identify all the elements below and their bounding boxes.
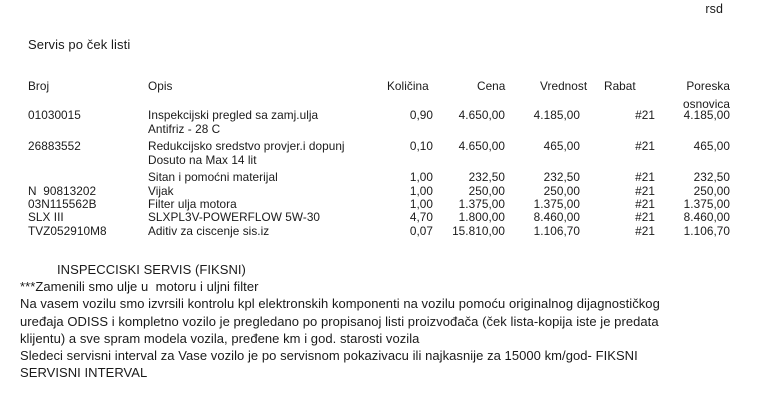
cell-opis: Redukcijsko sredstvo provjer.i dopunj bbox=[148, 139, 345, 153]
cell-cena: 15.810,00 bbox=[452, 224, 505, 238]
cell-poreska-osnovica: 1.106,70 bbox=[683, 224, 730, 238]
column-header-opis: Opis bbox=[148, 79, 173, 93]
cell-poreska-osnovica: 465,00 bbox=[693, 139, 730, 153]
notes-line: ***Zamenili smo ulje u motoru i uljni filter bbox=[20, 279, 259, 295]
cell-rabat: #21 bbox=[635, 210, 655, 224]
cell-broj: 01030015 bbox=[28, 108, 81, 122]
cell-vrednost: 1.106,70 bbox=[533, 224, 580, 238]
cell-kolicina: 1,00 bbox=[409, 197, 433, 211]
column-header-kolicina: Količina bbox=[387, 79, 429, 93]
cell-broj: SLX III bbox=[28, 210, 64, 224]
column-header-cena: Cena bbox=[477, 79, 506, 93]
cell-opis: Aditiv za ciscenje sis.iz bbox=[148, 224, 270, 238]
section-title: Servis po ček listi bbox=[28, 37, 131, 52]
cell-broj: 26883552 bbox=[28, 139, 81, 153]
cell-kolicina: 0,10 bbox=[409, 139, 433, 153]
cell-poreska-osnovica: 1.375,00 bbox=[683, 197, 730, 211]
cell-kolicina: 0,07 bbox=[409, 224, 433, 238]
notes-lines-host bbox=[20, 278, 750, 381]
cell-opis: Dosuto na Max 14 lit bbox=[148, 153, 257, 167]
cell-opis: SLXPL3V-POWERFLOW 5W-30 bbox=[148, 210, 321, 224]
cell-vrednost: 8.460,00 bbox=[533, 210, 580, 224]
cell-broj: 03N115562B bbox=[28, 197, 97, 211]
notes-line: SERVISNI INTERVAL bbox=[20, 365, 148, 381]
notes-line: Na vasem vozilu smo izvrsili kontrolu kpl elektronskih komponenti na vozilu pomoću originalnog dijagnostičkog bbox=[20, 296, 660, 312]
cell-opis: Vijak bbox=[148, 184, 174, 198]
cell-poreska-osnovica: 8.460,00 bbox=[683, 210, 730, 224]
cell-cena: 1.800,00 bbox=[458, 210, 505, 224]
column-header-vrednost: Vrednost bbox=[540, 79, 588, 93]
cell-rabat: #21 bbox=[635, 224, 655, 238]
cell-opis: Antifriz - 28 C bbox=[148, 122, 221, 136]
cell-kolicina: 0,90 bbox=[409, 108, 433, 122]
cell-opis: Sitan i pomoćni materijal bbox=[148, 170, 278, 184]
cell-cena: 232,50 bbox=[468, 170, 505, 184]
cell-opis: Inspekcijski pregled sa zamj.ulja bbox=[148, 108, 319, 122]
cell-cena: 250,00 bbox=[468, 184, 505, 198]
cell-cena: 4.650,00 bbox=[458, 108, 505, 122]
cell-vrednost: 465,00 bbox=[543, 139, 580, 153]
column-header-poreska-osnovica-line1: Poreska bbox=[686, 79, 730, 93]
cell-vrednost: 1.375,00 bbox=[533, 197, 580, 211]
cell-poreska-osnovica: 232,50 bbox=[693, 170, 730, 184]
cell-broj: N 90813202 bbox=[28, 184, 97, 198]
cell-rabat: #21 bbox=[635, 197, 655, 211]
cell-vrednost: 250,00 bbox=[543, 184, 580, 198]
cell-rabat: #21 bbox=[635, 184, 655, 198]
cell-vrednost: 4.185,00 bbox=[533, 108, 580, 122]
notes-line: uređaja ODISS i kompletno vozilo je pregledano po propisanoj listi proizvođača (ček lista-kopija iste je predata bbox=[20, 313, 659, 329]
cell-broj: TVZ052910M8 bbox=[28, 224, 107, 238]
cell-kolicina: 4,70 bbox=[409, 210, 433, 224]
cell-rabat: #21 bbox=[635, 108, 655, 122]
notes-heading: INSPECCISKI SERVIS (FIKSNI) bbox=[57, 262, 246, 277]
cell-cena: 1.375,00 bbox=[458, 197, 505, 211]
notes-block bbox=[20, 261, 750, 381]
cell-kolicina: 1,00 bbox=[409, 184, 433, 198]
cell-cena: 4.650,00 bbox=[458, 139, 505, 153]
currency-label: rsd bbox=[705, 2, 723, 16]
cell-rabat: #21 bbox=[635, 139, 655, 153]
cell-opis: Filter ulja motora bbox=[148, 197, 237, 211]
notes-line: klijentu) a sve spram modela vozila, pređene km i god. starosti vozila bbox=[20, 330, 420, 346]
cell-kolicina: 1,00 bbox=[409, 170, 433, 184]
cell-vrednost: 232,50 bbox=[543, 170, 580, 184]
cell-poreska-osnovica: 4.185,00 bbox=[683, 108, 730, 122]
notes-line: Sledeci servisni interval za Vase vozilo je po servisnom pokazivacu ili najkasnije za 15000 km/god- FIKSNI bbox=[20, 348, 638, 364]
column-header-rabat: Rabat bbox=[604, 79, 636, 93]
cell-poreska-osnovica: 250,00 bbox=[693, 184, 730, 198]
column-header-broj: Broj bbox=[28, 79, 50, 93]
column-header-poreska-osnovica-line2: osnovica bbox=[683, 97, 730, 111]
cell-rabat: #21 bbox=[635, 170, 655, 184]
